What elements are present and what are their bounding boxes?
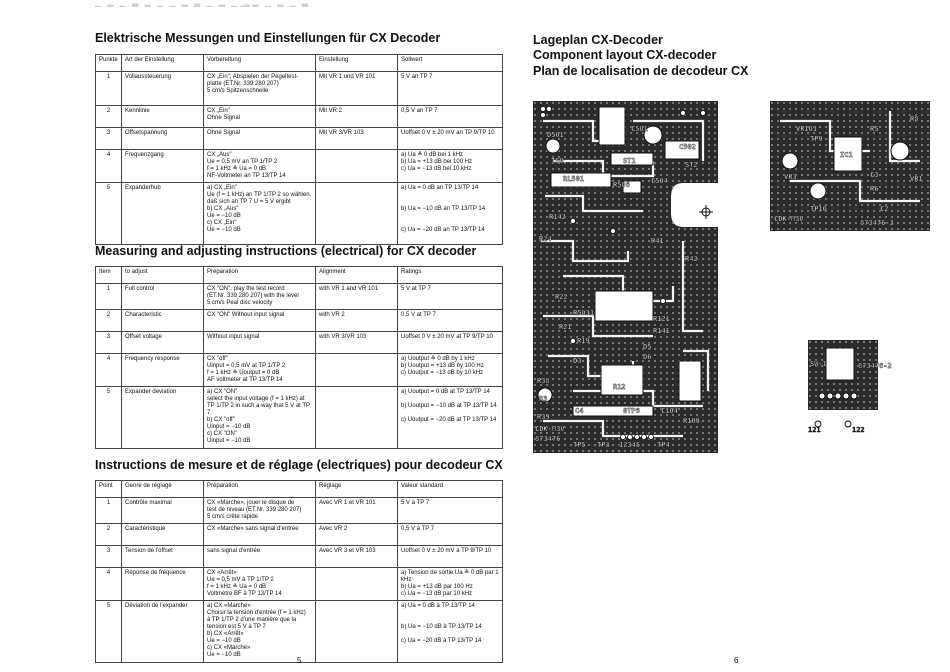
table-cell: 5 V an TP 7 (398, 72, 503, 106)
table-cell: Uoffset 0 V ± 20 mV at TP 9/TP 10 (398, 332, 503, 354)
table-cell: 4 (96, 568, 122, 601)
table-cell: 1 (96, 72, 122, 106)
table-cell: CX "off" Uinput = 0,5 mV at TP 1/TP 2 f = 1 kHz ≙ Uoutput = 0 dB AF voltmeter at TP 13/TP 14 (204, 354, 316, 387)
table-cell: Without input signal (204, 332, 316, 354)
page-number-right: 6 (734, 656, 739, 665)
pcb-label: 8TP6 (623, 407, 640, 415)
column-header: to adjust (122, 267, 204, 284)
pcb-label: TP9 (810, 135, 823, 143)
pcb-label: C502 (679, 143, 696, 151)
column-header: Sollwert (398, 55, 503, 72)
table-row (96, 354, 503, 387)
pcb-label: RL501 (563, 175, 585, 183)
table-cell: Expanderhub (122, 183, 204, 245)
pcb-label: C4 (575, 407, 584, 415)
pcb-label: R19 (577, 337, 590, 345)
pcb-label: R8 (910, 115, 919, 123)
table-row (96, 310, 503, 332)
page-number-left: 5 (297, 656, 302, 665)
table-cell: a) Uoutput = 0 dB at TP 13/TP 14 b) Uoutput = −10 dB at TP 13/TP 14 c) Uoutput = −20 dB at TP 13/TP 14 (398, 387, 503, 449)
pcb-part-number: 873476-3 (860, 219, 894, 227)
pcb-main-board (533, 101, 718, 453)
pcb-label: R6 (870, 185, 879, 193)
table-cell: with VR 3/VR 103 (316, 332, 398, 354)
pcb-label: TP10 (810, 205, 827, 213)
table-cell: 5 (96, 387, 122, 449)
pcb-label: R142 (549, 213, 566, 221)
pcb-label: R21 (559, 323, 572, 331)
table-cell: Offsetspannung (122, 128, 204, 150)
pcb-label: R22 (555, 293, 568, 301)
column-header: Point (96, 481, 122, 498)
table-cell: 3 (96, 332, 122, 354)
pcb-small-board-2 (808, 340, 892, 434)
table-row (96, 601, 503, 663)
pcb-label: VR3 (784, 173, 797, 181)
column-header: Art der Einstellung (122, 55, 204, 72)
table-cell: sans signal d'entrée (204, 546, 316, 568)
table-cell: a) Ua = 0 dB à TP 13/TP 14 b) Ua = −10 dB à TP 13/TP 14 c) Ua = −20 dB à TP 13/TP 14 (398, 601, 503, 663)
pcb-label: R42 (685, 255, 698, 263)
table-cell: 5 (96, 601, 122, 663)
table-cell: Avec VR 3 et VR 103 (316, 546, 398, 568)
table-cell (316, 601, 398, 663)
right-title-fr: Plan de localisation de decodeur CX (533, 64, 749, 78)
column-header: Ratings (398, 267, 503, 284)
pcb-label: IC1 (840, 151, 853, 159)
table-cell: a) Tension de sortie Ua ≙ 0 dB par 1 kHz b) Ua = +13 dB par 100 Hz c) Ua = −13 dB par 10 kHz (398, 568, 503, 601)
table-cell: 0,5 V à TP 7 (398, 524, 503, 546)
table-cell (316, 354, 398, 387)
pcb-label: C504 (651, 177, 668, 185)
column-header: Einstellung (316, 55, 398, 72)
table-cell: CX «Marche» sans signal d'entrée (204, 524, 316, 546)
table-cell (316, 387, 398, 449)
table-cell: Réponse de fréquence (122, 568, 204, 601)
pcb-label: R3 (539, 395, 548, 403)
table-cell: Avec VR 1 et VR 101 (316, 498, 398, 524)
table-cell: Ohne Signal (204, 128, 316, 150)
pcb-label: R109 (683, 417, 700, 425)
pcb-label: D3 (573, 357, 582, 365)
table-cell: CX «Marche», jouer le disque de test de niveau (ET.Nr. 339 280 207) 5 cm/s crête rapide (204, 498, 316, 524)
table-cell: 5 (96, 183, 122, 245)
pcb-small-board-1 (770, 101, 930, 231)
pcb-label: ST2 (685, 161, 698, 169)
section-title-de: Elektrische Messungen und Einstellungen für CX Decoder (95, 31, 441, 45)
table-cell: 1 (96, 498, 122, 524)
table-cell: Avec VR 2 (316, 524, 398, 546)
table-cell: Caractéristique (122, 524, 204, 546)
table-cell: 4 (96, 150, 122, 183)
right-title-de: Lageplan CX-Decoder (533, 33, 663, 47)
pcb-label: 121 (808, 426, 821, 434)
table-row (96, 72, 503, 106)
table-cell: 5 V at TP 7 (398, 284, 503, 310)
table-cell: with VR 2 (316, 310, 398, 332)
table-cell: Uoffset 0 V ± 20 mV à TP 9/TP 10 (398, 546, 503, 568)
pcb-label: D6 (643, 353, 652, 361)
pcb-part-number: 873476 (535, 435, 561, 443)
pcb-label: SW-1 (810, 360, 827, 368)
table-cell: 0,5 V at TP 7 (398, 310, 503, 332)
table-cell: 5 V à TP 7 (398, 498, 503, 524)
section-title-fr: Instructions de mesure et de réglage (electriques) pour decodeur CX (95, 458, 503, 472)
pcb-label: R38 (537, 377, 550, 385)
table-row (96, 106, 503, 128)
table-row (96, 332, 503, 354)
pcb-label: R506 (613, 181, 630, 189)
table-cell: Full control (122, 284, 204, 310)
pcb-label: R24 (539, 235, 552, 243)
column-header: Alignment (316, 267, 398, 284)
table-row (96, 387, 503, 449)
table-cell: 1 (96, 284, 122, 310)
pcb-label: 12345 (619, 441, 641, 449)
column-header: Réglage (316, 481, 398, 498)
table-cell: Mit VR 3/VR 103 (316, 128, 398, 150)
table-cell: a) CX «Marche» Choisir la tension d'entrée (f = 1 kHz) à TP 1/TP 2 d'une manière que la tension est 5 V à TP 7 b) CX «Arrêt» Ue = −10 dB c) CX «Marche» Ue = −10 dB (204, 601, 316, 663)
table-row (96, 524, 503, 546)
table-row (96, 568, 503, 601)
table-cell: Déviation de l'expander (122, 601, 204, 663)
table-cell: CX "ON" Without input signal (204, 310, 316, 332)
pcb-label: ST1 (623, 157, 636, 165)
column-header: Punkte (96, 55, 122, 72)
pcb-label: D5 (643, 343, 652, 351)
table-cell: Frequency response (122, 354, 204, 387)
pcb-label: C501 (631, 125, 648, 133)
pcb-label: D501 (547, 131, 564, 139)
pcb-label: C104 (661, 407, 678, 415)
pcb-label: R121 (653, 315, 670, 323)
table-cell: Kennlinie (122, 106, 204, 128)
pcb-label: T50 (551, 157, 564, 165)
table-row (96, 183, 503, 245)
pcb-label: R5 (870, 125, 879, 133)
table-cell: 2 (96, 524, 122, 546)
table-cell: Tension de l'offset (122, 546, 204, 568)
table-cell: 0,5 V an TP 7 (398, 106, 503, 128)
table-cell: 4 (96, 354, 122, 387)
table-cell: a) Uoutput ≙ 0 dB by 1 kHz b) Uoutput = +13 dB by 100 Hz c) Uoutput = −13 dB by 10 kHz (398, 354, 503, 387)
pcb-label: R12 (613, 383, 626, 391)
table-cell: 3 (96, 128, 122, 150)
table-cell: a) CX „Ein" Ue (f = 1 kHz) an TP 1/TP 2 so wählen, daß sich an TP 7 U = 5 V ergibt b) CX „Aus" Ue = −10 dB c) CX „Ein" Ue = −10 dB (204, 183, 316, 245)
pcb-label: R141 (653, 327, 670, 335)
table-cell (316, 150, 398, 183)
pcb-label: C2 (880, 205, 889, 213)
section-title-en: Measuring and adjusting instructions (electrical) for CX decoder (95, 244, 477, 258)
pcb-label: R41 (651, 237, 664, 245)
table-cell (316, 568, 398, 601)
column-header: Genre de réglage (122, 481, 204, 498)
table-cell: Vollaussteuerung (122, 72, 204, 106)
pcb-label: TP3 (597, 441, 610, 449)
table-cell: a) Ua ≙ 0 dB bei 1 kHz b) Ua = +13 dB bei 100 Hz c) Ua = −13 dB bei 10 kHz (398, 150, 503, 183)
table-cell: a) CX "ON" select the input voltage (f = 1 kHz) at TP 1/TP 2 in such a way that 5 V at TP 7 b) CX "off" Uinput = −10 dB c) CX "ON" Uinput = −10 dB (204, 387, 316, 449)
table-en (95, 266, 503, 449)
table-cell: CX „Ein" Ohne Signal (204, 106, 316, 128)
pcb-label: 122 (852, 426, 865, 434)
table-cell (316, 183, 398, 245)
column-header: Valeur standard (398, 481, 503, 498)
table-cell: Contrôle maximal (122, 498, 204, 524)
table-row (96, 284, 503, 310)
table-de (95, 54, 503, 245)
table-cell: Mit VR 1 und VR 101 (316, 72, 398, 106)
table-cell: Expander deviation (122, 387, 204, 449)
table-cell: Frequenzgang (122, 150, 204, 183)
table-cell: 2 (96, 310, 122, 332)
table-cell: CX «Arrêt» Ue = 0,5 mV à TP 1/TP 2 f = 1 kHz ≙ Ua = 0 dB Voltmètre BF à TP 13/TP 14 (204, 568, 316, 601)
pcb-board-code: CDK-M3V (774, 215, 804, 223)
column-header: Préparation (204, 481, 316, 498)
table-cell: CX „Ein"; Abspielen der Pegeltest- platte (ET.Nr. 339 280 207) 5 cm/s Spitzenschnelle (204, 72, 316, 106)
column-header: Preparation (204, 267, 316, 284)
pcb-label: R39 (537, 413, 550, 421)
table-cell: Characteristic (122, 310, 204, 332)
pcb-label: TP4 (657, 441, 670, 449)
table-row (96, 150, 503, 183)
pcb-part-number: 873476-2 (858, 362, 892, 370)
table-row (96, 546, 503, 568)
registration-mark-icon (699, 205, 713, 219)
table-cell: CX "ON", play the test record (ET.Nr. 339 280 207) with the level 5 cm/s Peal disc velocity (204, 284, 316, 310)
table-cell: CX „Aus" Ue = 0,5 mV an TP 1/TP 2 f = 1 kHz ≙ Ua = 0 dB NF-Voltmeter an TP 13/TP 14 (204, 150, 316, 183)
right-title-en: Component layout CX-decoder (533, 48, 717, 62)
column-header: Item (96, 267, 122, 284)
pcb-label: VR101 (796, 125, 818, 133)
table-fr (95, 480, 503, 663)
table-cell: 2 (96, 106, 122, 128)
table-row (96, 128, 503, 150)
table-cell: with VR 1 and VR 101 (316, 284, 398, 310)
pcb-label: C3 (870, 171, 879, 179)
pcb-label: VR1 (910, 175, 923, 183)
pcb-label: TP5 (573, 441, 586, 449)
column-header: Vorbereitung (204, 55, 316, 72)
pcb-label: R5031 (573, 309, 595, 317)
pcb-board-code: CDK-M3V (535, 425, 565, 433)
table-cell: Mit VR 2 (316, 106, 398, 128)
table-cell: a) Ua = 0 dB an TP 13/TP 14 b) Ua = −10 dB an TP 13/TP 14 c) Ua = −20 dB an TP 13/TP 14 (398, 183, 503, 245)
table-cell: Offset voltage (122, 332, 204, 354)
table-cell: 3 (96, 546, 122, 568)
table-cell: Uoffset 0 V ± 20 mV an TP 9/TP 10 (398, 128, 503, 150)
bleed-through-strip: ▁ ▂ ▁ ▃ ▂ ▁ ▁ ▂ ▃ ▁ ▂ ▁ ▂ ▁ ▂ ▁ ▂ ▁ ▃ (95, 0, 311, 7)
table-row (96, 498, 503, 524)
